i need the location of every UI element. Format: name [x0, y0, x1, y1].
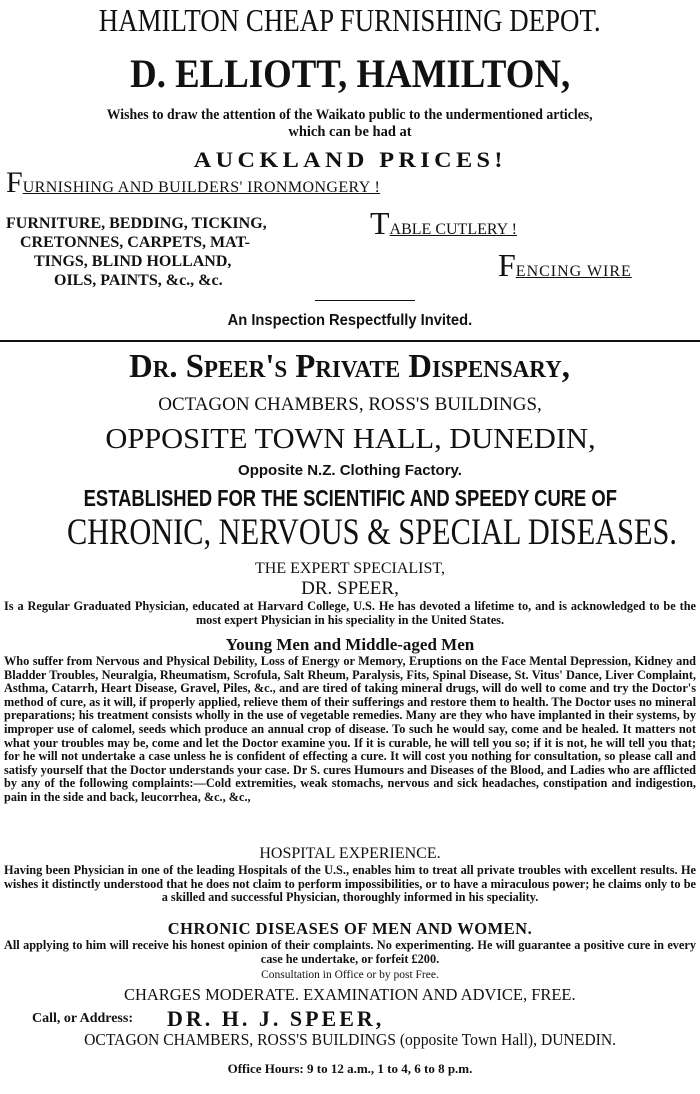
ad2-opposite: [0, 462, 700, 480]
ad1-prices-text: AUCKLAND PRICES!: [193, 147, 507, 172]
ad2-charges-text: CHARGES MODERATE. EXAMINATION AND ADVICE, FREE.: [124, 985, 576, 1004]
ad1-inspection-text: An Inspection Respectfully Invited.: [227, 312, 473, 329]
furniture-line: CRETONNES, CARPETS, MAT-: [20, 234, 250, 251]
ironmongery-line: [6, 166, 696, 199]
ad2-charges: [0, 985, 700, 1005]
call-name: DR. H. J. SPEER,: [167, 1006, 385, 1031]
ad2-address2: [0, 422, 700, 456]
ad2-graduate-para: Is a Regular Graduated Physician, educated at Harvard College, U.S. He has devoted a lifetime to, and is acknowledged to be the most expert Physician in his speciality in the United States.: [4, 599, 696, 627]
fencing-line: [498, 247, 632, 283]
ad2-dr-name-text: DR. SPEER,: [301, 578, 399, 599]
ad2-dr-name: [0, 578, 700, 600]
ironmongery-text: URNISHING AND BUILDERS' IRONMONGERY !: [22, 179, 381, 196]
furniture-list: [6, 214, 356, 290]
ad2-established-text: ESTABLISHED FOR THE SCIENTIFIC AND SPEEDY CURE OF: [83, 485, 617, 511]
section-divider: [0, 340, 700, 342]
fencing-text: ENCING WIRE: [515, 263, 632, 280]
ad1-prices: [0, 148, 700, 172]
ad1-intro-2: [0, 124, 700, 140]
furniture-line: TINGS, BLIND HOLLAND,: [34, 253, 232, 270]
ad2-chronic-para: All applying to him will receive his honest opinion of their complaints. No experimenting. He will guarantee a positive cure in every case he undertake, or forfeit £200.: [4, 938, 696, 966]
ad2-diseases: [0, 512, 700, 554]
ad2-address2-text: OPPOSITE TOWN HALL, DUNEDIN,: [104, 423, 596, 455]
ad2-chronic-heading-text: CHRONIC DISEASES OF MEN AND WOMEN.: [167, 919, 533, 938]
ad1-title-text: HAMILTON CHEAP FURNISHING DEPOT.: [99, 2, 601, 38]
ad2-young-men-text: Young Men and Middle-aged Men: [225, 635, 475, 654]
ad1-proprietor: [0, 52, 700, 96]
ad2-body-para: Who suffer from Nervous and Physical Debility, Loss of Energy or Memory, Eruptions on the Face Mental Depression, Kidney and Bladder Troubles, Neuralgia, Rheumatism, Scrofula, Salt Rheum, Paralysis, Fits, Spinal Disease, St. Vitus' Dance, Liver Complaint, Asthma, Catarrh, Heart Disease, Gravel, Piles, &c., and are tired of taking mineral drugs, will do well to come and try the Doctor's method of cure, as it will, if properly applied, relieve them of their sufferings and restore them to health. The Doctor uses no mineral preparations; his treatment consists wholly in the use of vegetable remedies. Many are they who have implanted in their systems, by improper use of calomel, seeds which produce an annual crop of disease. To such he would say, come and be healed. It matters not what your troubles may be, come and let the Doctor examine you. If it is curable, he will tell you so; if it is not, he will tell you that; for he will not undertake a case unless he is confident of effecting a cure. It will cost you nothing for consultation, so please call and satisfy yourself that the Doctor understands your case. Dr S. cures Humours and Diseases of the Blood, and Ladies who are afflicted by any of the following complaints:—Cold extremities, weak stomachs, nervous and sick headaches, constipation and indigestion, pain in the side and back, leucorrhea, &c., &c.,: [4, 654, 696, 804]
ad1-intro-2-text: which can be had at: [288, 124, 412, 140]
ad2-address1: [0, 394, 700, 416]
ad2-hospital-para: Having been Physician in one of the leading Hospitals of the U.S., enables him to treat all private troubles with excellent results. He wishes it distinctly understood that he does not claim to perform impossibilities, or to have a miraculous power; he claims only to be a skilled and successful Physician, thoroughly informed in his speciality.: [4, 863, 696, 905]
cutlery-line: [370, 205, 517, 241]
cutlery-dropcap: T: [370, 205, 390, 241]
ad2-hospital-heading: [0, 845, 700, 863]
ad2-final-address: [0, 1029, 700, 1051]
ad2-chronic-heading: [0, 920, 700, 938]
ad2-hours: [0, 1061, 700, 1077]
ad2-title-text: Dr. Speer's Private Dispensary,: [129, 348, 571, 385]
ad2-opposite-text: Opposite N.Z. Clothing Factory.: [238, 462, 462, 479]
ad2-hospital-heading-text: HOSPITAL EXPERIENCE.: [259, 845, 441, 862]
ad1-inspection: [0, 311, 700, 331]
ad1-intro-1-text: Wishes to draw the attention of the Waikato public to the undermentioned articles,: [107, 107, 593, 123]
ad2-specialist: [0, 560, 700, 578]
ad2-consultation: [0, 968, 700, 982]
ad2-address1-text: OCTAGON CHAMBERS, ROSS'S BUILDINGS,: [158, 394, 542, 415]
divider-short: [315, 300, 415, 301]
furniture-line: FURNITURE, BEDDING, TICKING,: [6, 215, 267, 232]
call-label: Call, or Address:: [32, 1011, 133, 1026]
ad2-specialist-text: THE EXPERT SPECIALIST,: [254, 560, 445, 577]
ad2-young-men: [0, 635, 700, 655]
ad2-diseases-text: CHRONIC, NERVOUS & SPECIAL DISEASES.: [66, 512, 678, 553]
fencing-dropcap: F: [498, 247, 516, 283]
ironmongery-dropcap: F: [6, 166, 23, 199]
ad2-title: [0, 347, 700, 387]
ad2-hours-text: Office Hours: 9 to 12 a.m., 1 to 4, 6 to 8 p.m.: [227, 1061, 473, 1076]
ad2-final-address-text: OCTAGON CHAMBERS, ROSS'S BUILDINGS (opposite Town Hall), DUNEDIN.: [84, 1030, 616, 1049]
cutlery-text: ABLE CUTLERY !: [389, 221, 517, 238]
ad2-consultation-text: Consultation in Office or by post Free.: [261, 969, 439, 981]
furniture-line: OILS, PAINTS, &c., &c.: [54, 272, 223, 289]
ad1-intro-1: [0, 107, 700, 123]
ad2-established: [0, 484, 700, 512]
ad1-proprietor-text: D. ELLIOTT, HAMILTON,: [129, 51, 571, 96]
ad1-title: [0, 2, 700, 38]
